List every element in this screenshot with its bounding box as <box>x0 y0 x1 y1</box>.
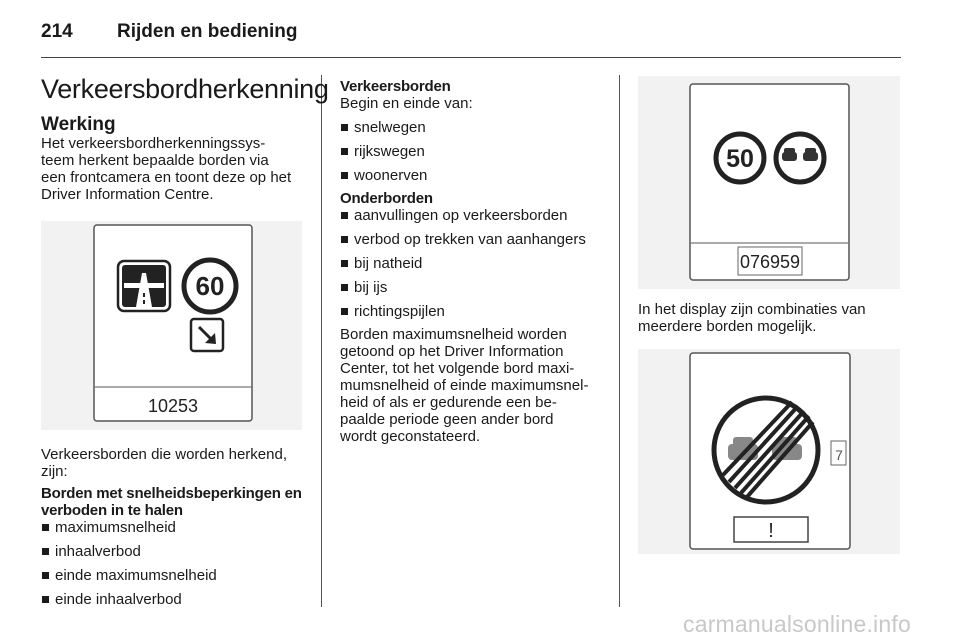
figure-display-motorway-60 <box>41 221 302 430</box>
column-1-lower <box>41 446 311 608</box>
page-number: 214 <box>41 21 73 42</box>
para-line: heid of als er gedurende een be- <box>340 394 557 411</box>
subheading-werking: Werking <box>41 114 116 135</box>
figure-3-svg <box>638 349 900 554</box>
header-rule <box>41 57 901 58</box>
speed-50-text: 50 <box>726 145 754 173</box>
intro-paragraph <box>41 135 311 203</box>
column-1 <box>41 115 311 203</box>
list-item: snelwegen <box>340 119 612 136</box>
group-heading-line: verboden in te halen <box>41 502 183 519</box>
end-no-overtaking-icon <box>714 398 818 502</box>
sub-sign-list <box>340 207 612 320</box>
para-line: Center, tot het volgende bord maxi- <box>340 360 575 377</box>
figure-2-code: 076959 <box>739 252 801 272</box>
road-type-list <box>340 119 612 184</box>
intro-line: Het verkeersbordherkenningssys- <box>41 135 266 152</box>
column-3 <box>638 301 900 335</box>
list-item: einde inhaalverbod <box>41 591 311 608</box>
combo-line: meerdere borden mogelijk. <box>638 318 817 335</box>
intro-line: Driver Information Centre. <box>41 186 214 203</box>
intro-line: een frontcamera en toont deze op het <box>41 169 292 186</box>
list-item: inhaalverbod <box>41 543 311 560</box>
para-line: Borden maximumsnelheid worden <box>340 326 567 343</box>
recognized-line: zijn: <box>41 463 68 480</box>
list-item: rijkswegen <box>340 143 612 160</box>
list-item: richtingspijlen <box>340 303 612 320</box>
display-frame <box>690 84 849 280</box>
speed-sign-list <box>41 519 311 608</box>
para-line: getoond op het Driver Information <box>340 343 564 360</box>
group-heading <box>41 485 311 519</box>
intro-line: teem herkent bepaalde borden via <box>41 152 269 169</box>
speed-60-text: 60 <box>195 271 225 301</box>
section-title: Verkeersbordherkenning <box>41 74 329 104</box>
warning-mark-text: ! <box>768 520 774 542</box>
group-heading-line: Borden met snelheidsbeperkingen en <box>41 485 302 502</box>
column-2 <box>340 78 612 445</box>
figure-2-svg <box>638 76 900 289</box>
list-item: maximumsnelheid <box>41 519 311 536</box>
para-line: wordt geconstateerd. <box>340 428 481 445</box>
list-item: verbod op trekken van aanhangers <box>340 231 612 248</box>
list-item: woonerven <box>340 167 612 184</box>
recognized-line: Verkeersborden die worden herkend, <box>41 446 287 463</box>
figure-1-code: 10253 <box>147 396 199 416</box>
column-divider-1 <box>321 75 322 607</box>
begin-end-line: Begin en einde van: <box>340 95 473 112</box>
list-item: aanvullingen op verkeersborden <box>340 207 612 224</box>
figure-display-50-no-overtaking <box>638 76 900 289</box>
heading-verkeersborden: Verkeersborden <box>340 78 451 95</box>
para-line: mumsnelheid of einde maximumsnel- <box>340 377 589 394</box>
figure-display-end-no-overtaking <box>638 349 900 554</box>
direction-arrow-icon <box>191 319 223 351</box>
heading-onderborden: Onderborden <box>340 190 433 207</box>
list-item: einde maximumsnelheid <box>41 567 311 584</box>
list-item: bij natheid <box>340 255 612 272</box>
figure-1-svg <box>41 221 302 430</box>
para-line: paalde periode geen ander bord <box>340 411 554 428</box>
no-overtaking-icon <box>776 134 824 182</box>
side-plate-text: 7 <box>835 447 843 463</box>
motorway-sign-icon <box>118 261 170 311</box>
speed-display-paragraph <box>340 326 612 445</box>
chapter-title: Rijden en bediening <box>117 21 298 42</box>
watermark: carmanualsonline.info <box>683 611 911 637</box>
column-divider-2 <box>619 75 620 607</box>
display-frame <box>94 225 252 421</box>
combo-line: In het display zijn combinaties van <box>638 301 866 318</box>
list-item: bij ijs <box>340 279 612 296</box>
